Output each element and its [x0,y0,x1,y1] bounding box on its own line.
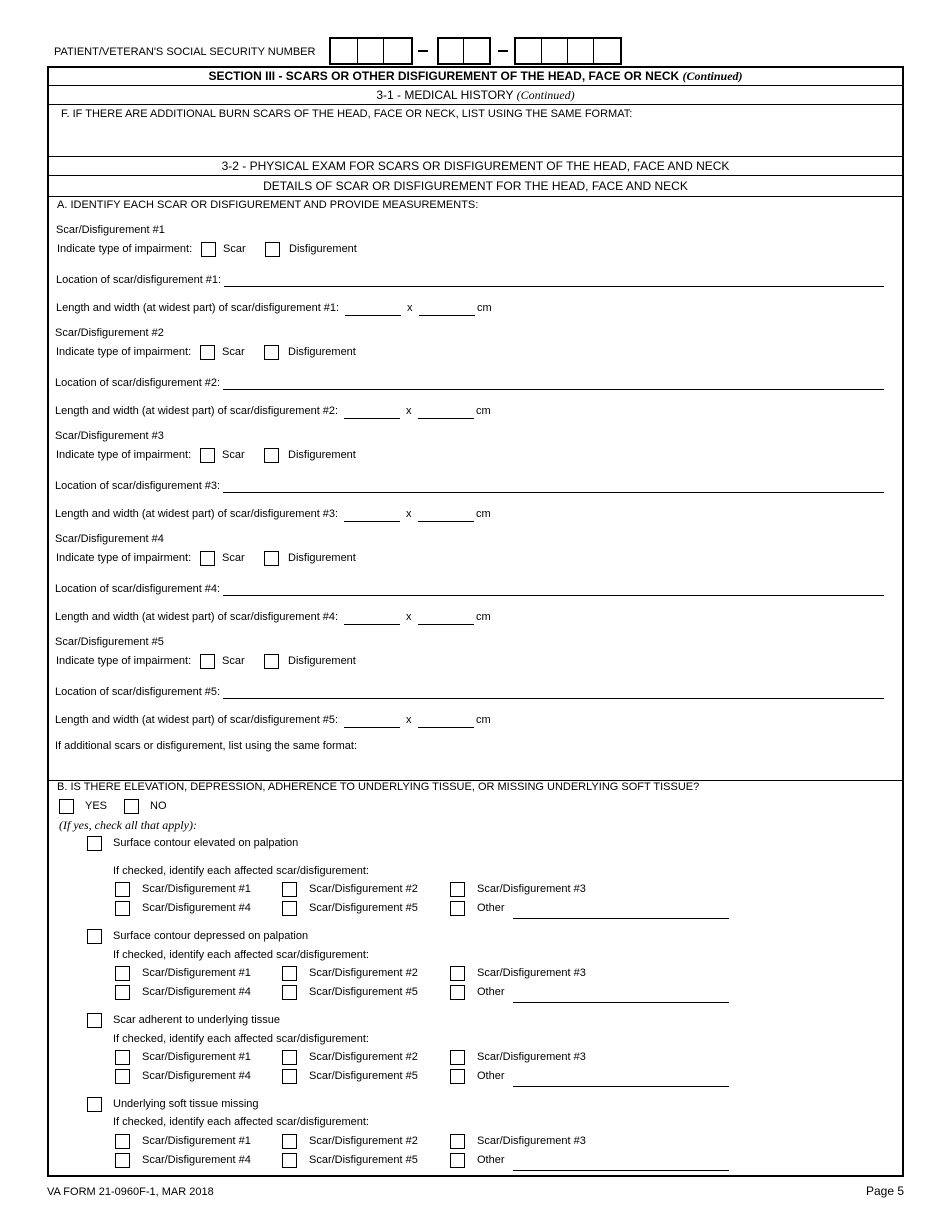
scar-option-label: Scar [222,655,245,667]
affected-option-checkbox[interactable] [115,901,130,916]
affected-option-checkbox[interactable] [115,1069,130,1084]
affected-option-label: Scar/Disfigurement #4 [142,1070,251,1082]
scar-type-checkbox[interactable] [200,448,215,463]
scar-option-label: Scar [222,552,245,564]
condition-label: Underlying soft tissue missing [113,1098,259,1110]
affected-option-checkbox[interactable] [282,901,297,916]
affected-option-label: Scar/Disfigurement #1 [142,1051,251,1063]
affected-option-label: Scar/Disfigurement #4 [142,986,251,998]
condition-checkbox[interactable] [87,1097,102,1112]
ssn-dash [418,50,428,52]
location-input-line[interactable] [224,286,884,287]
section-title: SECTION III - SCARS OR OTHER DISFIGUREMENT OF THE HEAD, FACE OR NECK (Continued) [49,68,902,86]
affected-option-label: Scar/Disfigurement #2 [309,1051,418,1063]
affected-option-label: Other [477,1070,505,1082]
affected-option-label: Scar/Disfigurement #5 [309,902,418,914]
location-label: Location of scar/disfigurement #2: [55,377,221,389]
affected-option-checkbox[interactable] [282,1069,297,1084]
disfigurement-type-checkbox[interactable] [264,448,279,463]
affected-option-label: Scar/Disfigurement #2 [309,1135,418,1147]
exam-title: 3-2 - PHYSICAL EXAM FOR SCARS OR DISFIGUREMENT OF THE HEAD, FACE AND NECK [49,157,902,176]
affected-option-label: Scar/Disfigurement #3 [477,1135,586,1147]
ssn-first-group[interactable] [329,37,413,65]
disfigurement-type-checkbox[interactable] [264,654,279,669]
location-input-line[interactable] [223,389,884,390]
affected-option-label: Scar/Disfigurement #5 [309,1154,418,1166]
disfigurement-option-label: Disfigurement [288,552,356,564]
if-yes-note: (If yes, check all that apply): [59,818,197,832]
affected-option-checkbox[interactable] [450,1153,465,1168]
affected-option-label: Scar/Disfigurement #5 [309,1070,418,1082]
disfigurement-type-checkbox[interactable] [265,242,280,257]
scar-heading: Scar/Disfigurement #2 [55,327,164,339]
affected-option-label: Scar/Disfigurement #3 [477,883,586,895]
affected-option-checkbox[interactable] [450,966,465,981]
affected-option-checkbox[interactable] [115,985,130,1000]
times-sign: x [406,611,412,623]
affected-option-checkbox[interactable] [450,882,465,897]
scar-option-label: Scar [222,449,245,461]
other-input-line[interactable] [513,1170,729,1171]
affected-option-label: Scar/Disfigurement #5 [309,986,418,998]
width-input-line[interactable] [418,727,474,728]
location-label: Location of scar/disfigurement #5: [55,686,221,698]
affected-option-checkbox[interactable] [282,1153,297,1168]
cm-unit: cm [476,714,491,726]
impairment-label: Indicate type of impairment: [57,243,193,255]
no-checkbox[interactable] [124,799,139,814]
width-input-line[interactable] [419,315,475,316]
location-label: Location of scar/disfigurement #3: [55,480,221,492]
disfigurement-type-checkbox[interactable] [264,551,279,566]
length-label: Length and width (at widest part) of scar/disfigurement #3: [55,508,339,520]
affected-option-checkbox[interactable] [115,966,130,981]
affected-option-checkbox[interactable] [282,985,297,1000]
location-input-line[interactable] [223,595,884,596]
details-title: DETAILS OF SCAR OR DISFIGUREMENT FOR THE HEAD, FACE AND NECK [49,176,902,197]
affected-option-checkbox[interactable] [450,901,465,916]
other-input-line[interactable] [513,1002,729,1003]
item-a-label: A. IDENTIFY EACH SCAR OR DISFIGUREMENT AND PROVIDE MEASUREMENTS: [57,199,479,211]
affected-option-checkbox[interactable] [450,1050,465,1065]
width-input-line[interactable] [418,521,474,522]
impairment-label: Indicate type of impairment: [56,449,192,461]
disfigurement-option-label: Disfigurement [289,243,357,255]
times-sign: x [406,405,412,417]
affected-option-label: Scar/Disfigurement #3 [477,967,586,979]
times-sign: x [406,508,412,520]
length-label: Length and width (at widest part) of scar/disfigurement #2: [55,405,339,417]
condition-checkbox[interactable] [87,1013,102,1028]
affected-option-checkbox[interactable] [115,882,130,897]
times-sign: x [406,714,412,726]
impairment-label: Indicate type of impairment: [56,346,192,358]
affected-option-checkbox[interactable] [115,1153,130,1168]
impairment-label: Indicate type of impairment: [56,655,192,667]
length-input-line[interactable] [344,418,400,419]
affected-option-checkbox[interactable] [115,1050,130,1065]
affected-option-label: Scar/Disfigurement #1 [142,967,251,979]
width-input-line[interactable] [418,418,474,419]
disfigurement-option-label: Disfigurement [288,346,356,358]
scar-heading: Scar/Disfigurement #1 [56,224,165,236]
ssn-middle-group[interactable] [437,37,491,65]
scar-type-checkbox[interactable] [201,242,216,257]
ssn-label: PATIENT/VETERAN'S SOCIAL SECURITY NUMBER [54,46,316,58]
scar-heading: Scar/Disfigurement #5 [55,636,164,648]
cm-unit: cm [476,508,491,520]
affected-option-checkbox[interactable] [450,1134,465,1149]
if-checked-label: If checked, identify each affected scar/disfigurement: [113,1116,369,1128]
affected-option-checkbox[interactable] [282,966,297,981]
cm-unit: cm [476,405,491,417]
condition-label: Surface contour elevated on palpation [113,837,299,849]
length-input-line[interactable] [344,624,400,625]
ssn-last-group[interactable] [514,37,622,65]
affected-option-label: Other [477,1154,505,1166]
location-input-line[interactable] [223,698,884,699]
affected-option-label: Scar/Disfigurement #2 [309,967,418,979]
condition-label: Surface contour depressed on palpation [113,930,309,942]
medical-history-title: 3-1 - MEDICAL HISTORY (Continued) [49,86,902,105]
additional-scars-label: If additional scars or disfigurement, list using the same format: [55,740,358,752]
condition-label: Scar adherent to underlying tissue [113,1014,280,1026]
width-input-line[interactable] [418,624,474,625]
item-b-label: B. IS THERE ELEVATION, DEPRESSION, ADHERENCE TO UNDERLYING TISSUE, OR MISSING UNDERLYING SOFT TISSUE? [57,781,700,793]
scar-type-checkbox[interactable] [200,551,215,566]
ssn-dash [498,50,508,52]
affected-option-label: Scar/Disfigurement #4 [142,1154,251,1166]
section-title-suffix: (Continued) [682,69,743,83]
if-checked-label: If checked, identify each affected scar/disfigurement: [113,949,369,961]
length-input-line[interactable] [344,521,400,522]
if-checked-label: If checked, identify each affected scar/disfigurement: [113,865,369,877]
other-input-line[interactable] [513,918,729,919]
scar-type-checkbox[interactable] [200,654,215,669]
affected-option-checkbox[interactable] [450,1069,465,1084]
affected-option-checkbox[interactable] [450,985,465,1000]
affected-option-label: Other [477,902,505,914]
affected-option-label: Other [477,986,505,998]
affected-option-checkbox[interactable] [282,882,297,897]
scar-heading: Scar/Disfigurement #4 [55,533,164,545]
length-input-line[interactable] [345,315,401,316]
scar-option-label: Scar [222,346,245,358]
affected-option-checkbox[interactable] [115,1134,130,1149]
disfigurement-option-label: Disfigurement [288,655,356,667]
affected-option-label: Scar/Disfigurement #1 [142,883,251,895]
location-label: Location of scar/disfigurement #4: [55,583,221,595]
length-label: Length and width (at widest part) of scar/disfigurement #4: [55,611,339,623]
yes-label: YES [85,800,108,812]
affected-option-checkbox[interactable] [282,1134,297,1149]
no-label: NO [150,800,167,812]
length-input-line[interactable] [344,727,400,728]
scar-type-checkbox[interactable] [200,345,215,360]
affected-option-label: Scar/Disfigurement #3 [477,1051,586,1063]
affected-option-checkbox[interactable] [282,1050,297,1065]
other-input-line[interactable] [513,1086,729,1087]
location-input-line[interactable] [223,492,884,493]
disfigurement-type-checkbox[interactable] [264,345,279,360]
item-f-row [49,105,902,157]
disfigurement-option-label: Disfigurement [288,449,356,461]
cm-unit: cm [477,302,492,314]
item-f-label: F. IF THERE ARE ADDITIONAL BURN SCARS OF THE HEAD, FACE OR NECK, LIST USING THE SAME FORMAT: [61,108,633,120]
scar-option-label: Scar [223,243,246,255]
times-sign: x [407,302,413,314]
cm-unit: cm [476,611,491,623]
location-label: Location of scar/disfigurement #1: [56,274,222,286]
affected-option-label: Scar/Disfigurement #2 [309,883,418,895]
impairment-label: Indicate type of impairment: [56,552,192,564]
condition-checkbox[interactable] [87,929,102,944]
yes-checkbox[interactable] [59,799,74,814]
if-checked-label: If checked, identify each affected scar/disfigurement: [113,1033,369,1045]
affected-option-label: Scar/Disfigurement #1 [142,1135,251,1147]
condition-checkbox[interactable] [87,836,102,851]
length-label: Length and width (at widest part) of scar/disfigurement #1: [56,302,340,314]
affected-option-label: Scar/Disfigurement #4 [142,902,251,914]
form-id: VA FORM 21-0960F-1, MAR 2018 [47,1186,214,1198]
page-number: Page 5 [866,1184,905,1198]
length-label: Length and width (at widest part) of scar/disfigurement #5: [55,714,339,726]
scar-heading: Scar/Disfigurement #3 [55,430,164,442]
